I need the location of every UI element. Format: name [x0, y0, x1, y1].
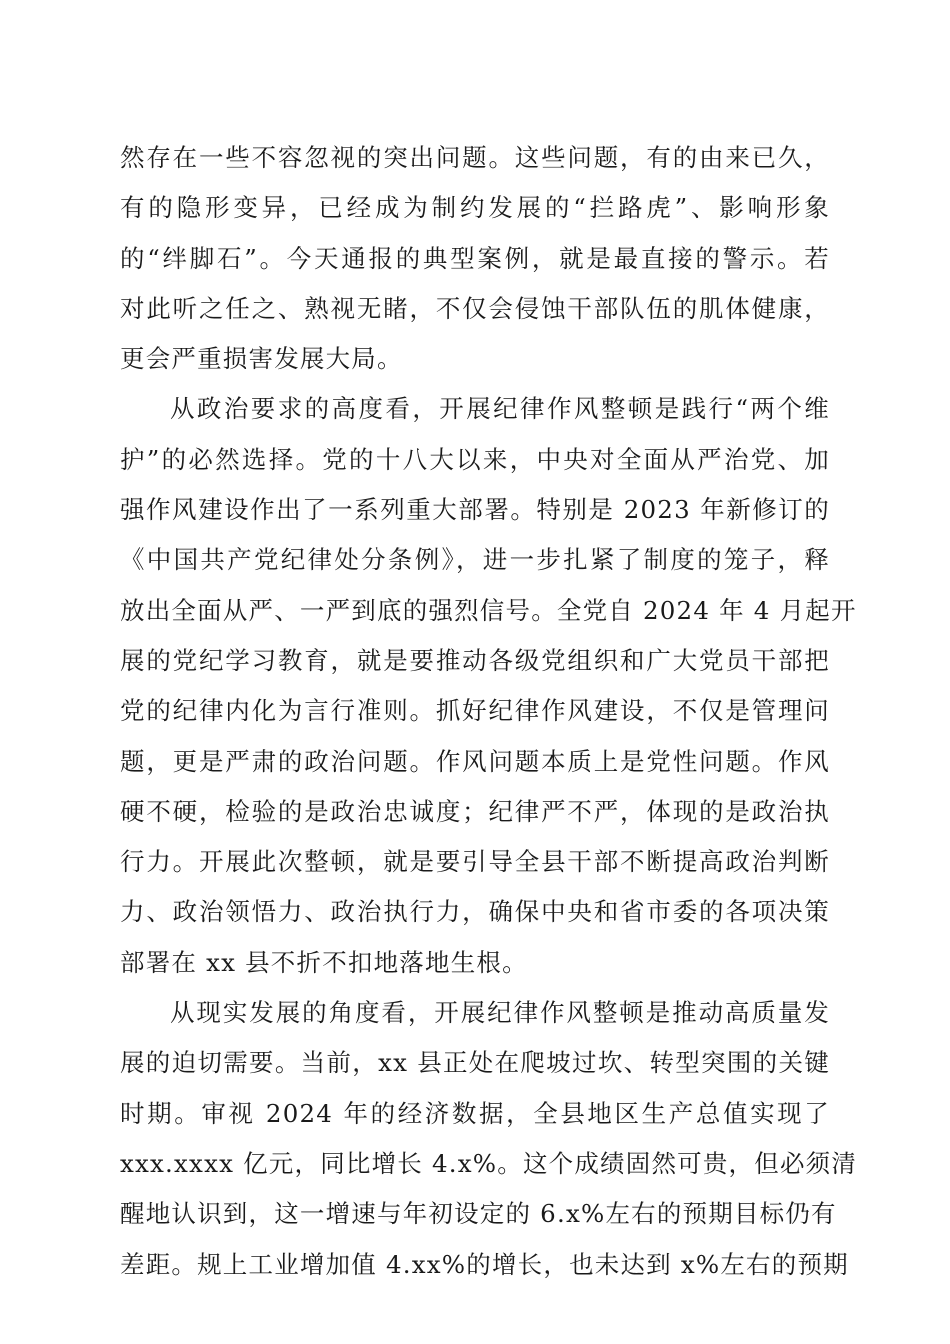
text-line: 对此听之任之、熟视无睹，不仅会侵蚀干部队伍的肌体健康，	[120, 293, 830, 323]
paragraph-first-line: 从政治要求的高度看，开展纪律作风整顿是践行“两个维	[170, 394, 830, 424]
text-line: 硬不硬，检验的是政治忠诚度；纪律严不严，体现的是政治执	[120, 796, 830, 826]
text-line: 更会严重损害发展大局。	[120, 344, 403, 374]
text-line: 的“绊脚石”。今天通报的典型案例，就是最直接的警示。若	[120, 243, 830, 273]
text-line: 有的隐形变异，已经成为制约发展的“拦路虎”、影响形象	[120, 193, 830, 223]
text-line: xxx.xxxx 亿元，同比增长 4.x%。这个成绩固然可贵，但必须清	[120, 1148, 858, 1178]
text-line: 《中国共产党纪律处分条例》，进一步扎紧了制度的笼子，释	[120, 545, 830, 575]
text-line: 行力。开展此次整顿，就是要引导全县干部不断提高政治判断	[120, 847, 830, 877]
text-line: 强作风建设作出了一系列重大部署。特别是 2023 年新修订的	[120, 495, 830, 525]
body-text	[120, 133, 858, 1290]
text-line: 展的迫切需要。当前，xx 县正处在爬坡过坎、转型突围的关键	[120, 1048, 830, 1078]
text-line: 然存在一些不容忽视的突出问题。这些问题，有的由来已久，	[120, 143, 830, 172]
text-line: 题，更是严肃的政治问题。作风问题本质上是党性问题。作风	[120, 746, 830, 776]
text-line: 护”的必然选择。党的十八大以来，中央对全面从严治党、加	[120, 444, 830, 474]
text-line: 时期。审视 2024 年的经济数据，全县地区生产总值实现了	[120, 1098, 830, 1128]
text-line: 醒地认识到，这一增速与年初设定的 6.x%左右的预期目标仍有	[120, 1199, 837, 1229]
text-line: 部署在 xx 县不折不扣地落地生根。	[120, 947, 528, 977]
paragraph-first-line: 从现实发展的角度看，开展纪律作风整顿是推动高质量发	[170, 998, 830, 1028]
text-line: 展的党纪学习教育，就是要推动各级党组织和广大党员干部把	[120, 645, 830, 675]
text-line: 放出全面从严、一严到底的强烈信号。全党自 2024 年 4 月起开	[120, 595, 857, 625]
text-line: 差距。规上工业增加值 4.xx%的增长，也未达到 x%左右的预期	[120, 1249, 849, 1279]
text-line: 党的纪律内化为言行准则。抓好纪律作风建设，不仅是管理问	[120, 696, 830, 726]
text-line: 力、政治领悟力、政治执行力，确保中央和省市委的各项决策	[120, 897, 830, 927]
